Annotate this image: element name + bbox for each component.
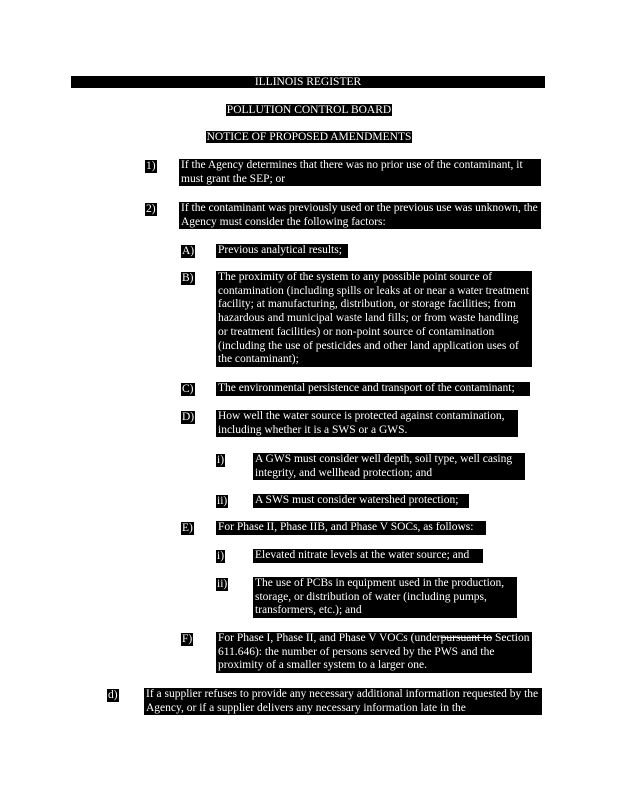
item-f-text-after: Section 611.646): the number of persons served by the PWS and the proximity of a smaller system to a larger one. [218,632,530,672]
notice-heading: NOTICE OF PROPOSED AMENDMENTS [206,131,412,143]
item-c-marker: C) [182,383,194,395]
item-1-marker: 1) [146,160,156,172]
item-e-text: For Phase II, Phase IIB, and Phase V SOCs, as follows: [216,521,486,535]
item-d-i-marker: i) [217,454,225,466]
item-f-struck-text: pursuant to [440,632,493,644]
item-d-marker: D) [182,411,195,423]
item-e-i-marker: i) [217,550,225,562]
item-d-ii-text: A SWS must consider watershed protection; [253,494,469,508]
item-f-text-before: For Phase I, Phase II, and Phase V VOCs (under [218,632,441,644]
item-e-ii-text: The use of PCBs in equipment used in the production, storage, or distribution of water (including pumps, transformers, etc.); and [253,577,517,618]
item-d-text: How well the water source is protected against contamination, including whether it is a SWS or a GWS. [216,410,518,437]
item-f-marker: F) [182,633,193,645]
item-b-marker: B) [182,272,194,284]
item-e-i-text: Elevated nitrate levels at the water source; and [253,549,483,563]
item-e-ii-marker: ii) [217,578,228,590]
item-2-marker: 2) [146,203,156,215]
item-b-text: The proximity of the system to any possible point source of contamination (including spills or leaks at or near a water treatment facility; at manufacturing, distribution, or storage facilities; from hazardous and municipal waste land fills; or from waste handling or treatment facilities) or non-point source of contamination (including the use of pesticides and other land application uses of the contaminant); [216,271,532,367]
item-a-marker: A) [182,245,195,257]
item-2-text: If the contaminant was previously used or the previous use was unknown, the Agency must consider the following factors: [179,202,541,229]
item-1-text: If the Agency determines that there was no prior use of the contaminant, it must grant the SEP; or [179,159,541,186]
item-d-main-text: If a supplier refuses to provide any necessary additional information requested by the Agency, or if a supplier delivers any necessary information late in the [144,688,542,715]
item-d-main-marker: d) [108,689,118,701]
item-d-i-text: A GWS must consider well depth, soil type, well casing integrity, and wellhead protection; and [253,453,525,480]
item-e-marker: E) [182,522,193,534]
item-c-text: The environmental persistence and transport of the contaminant; [216,382,530,396]
agency-heading: POLLUTION CONTROL BOARD [226,104,392,116]
register-title: ILLINOIS REGISTER [254,76,362,88]
register-header [71,76,545,88]
item-a-text: Previous analytical results; [216,244,348,258]
item-d-ii-marker: ii) [217,495,228,507]
item-f-text [216,632,532,673]
